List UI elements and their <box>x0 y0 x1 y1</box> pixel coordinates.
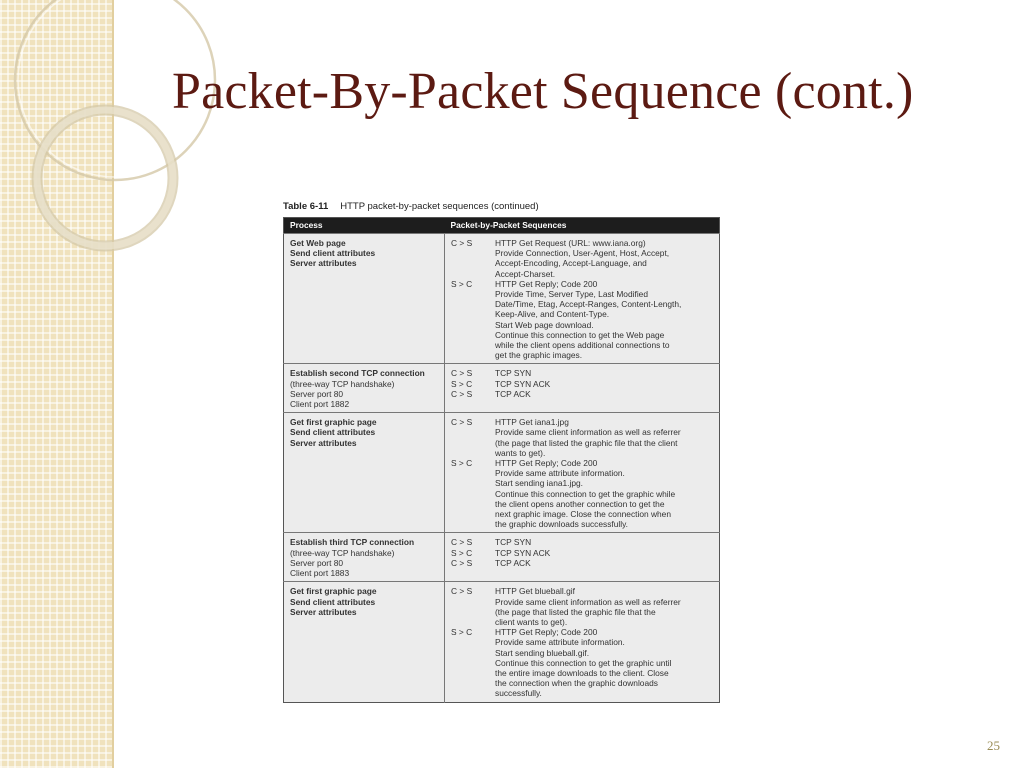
process-line: Get first graphic page <box>290 586 377 597</box>
process-line: Server attributes <box>290 437 357 448</box>
direction-label: S > C <box>451 627 473 638</box>
sequence-cell <box>445 413 720 533</box>
step-description <box>495 279 713 361</box>
process-line: Server port 80 <box>290 388 344 399</box>
table-row <box>284 582 720 702</box>
sequence-table-figure <box>283 201 720 703</box>
step-text-line: Provide same attribute information. <box>495 468 625 479</box>
sequence-step <box>451 586 713 627</box>
step-text-line: the entire image downloads to the client. Close <box>495 667 669 678</box>
slide-number: 25 <box>987 738 1000 753</box>
step-text-line: Keep-Alive, and Content-Type. <box>495 309 610 320</box>
process-line: Establish second TCP connection <box>290 368 425 379</box>
step-text-line: HTTP Get Reply; Code 200 <box>495 627 598 638</box>
column-header-process: Process <box>284 218 445 234</box>
step-description <box>495 417 713 458</box>
step-text-line: the connection when the graphic downloads <box>495 678 658 689</box>
direction-label: C > S <box>451 368 473 379</box>
table-row <box>284 533 720 582</box>
process-line: Server attributes <box>290 258 357 269</box>
step-text-line: Provide same client information as well as referrer <box>495 596 681 607</box>
sequence-step <box>451 379 713 389</box>
step-text-line: HTTP Get Request (URL: www.iana.org) <box>495 238 646 248</box>
step-description <box>495 627 713 698</box>
process-line: (three-way TCP handshake) <box>290 378 395 389</box>
step-description <box>495 537 713 547</box>
direction-label: C > S <box>451 586 473 597</box>
step-text-line: the client opens another connection to get the <box>495 498 665 509</box>
process-line: Send client attributes <box>290 596 376 607</box>
step-text-line: (the page that listed the graphic file that the <box>495 606 656 617</box>
process-line: Establish third TCP connection <box>290 537 415 548</box>
step-text-line: Start sending iana1.jpg. <box>495 478 583 489</box>
step-text-line: (the page that listed the graphic file that the client <box>495 437 678 448</box>
step-text-line: the graphic downloads successfully. <box>495 519 628 530</box>
step-description <box>495 389 713 399</box>
step-text-line: Continue this connection to get the Web page <box>495 329 665 340</box>
direction-label: C > S <box>451 388 473 399</box>
slide-title: Packet-By-Packet Sequence (cont.) <box>172 63 914 120</box>
direction-label: C > S <box>451 417 473 428</box>
sequence-cell <box>445 364 720 413</box>
step-text-line: HTTP Get blueball.gif <box>495 586 575 597</box>
table-caption-text: HTTP packet-by-packet sequences (continued) <box>340 201 539 212</box>
direction-label: S > C <box>451 458 473 469</box>
direction-label: C > S <box>451 238 473 248</box>
process-line: (three-way TCP handshake) <box>290 547 395 558</box>
step-text-line: Provide Connection, User-Agent, Host, Accept, <box>495 248 670 259</box>
step-description <box>495 586 713 627</box>
sequence-step <box>451 458 713 529</box>
process-line: Server port 80 <box>290 557 344 568</box>
sequence-step <box>451 627 713 698</box>
direction-label: C > S <box>451 537 473 548</box>
step-text-line: client wants to get). <box>495 616 568 627</box>
sequence-cell <box>445 533 720 582</box>
step-description <box>495 238 713 279</box>
process-cell <box>284 582 445 702</box>
step-text-line: HTTP Get iana1.jpg <box>495 417 569 428</box>
sequence-step <box>451 417 713 458</box>
step-description <box>495 548 713 558</box>
table-row <box>284 364 720 413</box>
process-cell <box>284 364 445 413</box>
step-text-line: Provide same attribute information. <box>495 637 625 648</box>
process-line: Client port 1882 <box>290 399 350 410</box>
step-text-line: next graphic image. Close the connection when <box>495 509 671 520</box>
step-description <box>495 379 713 389</box>
table-caption-number: Table 6-11 <box>283 201 329 212</box>
direction-label: S > C <box>451 378 473 389</box>
process-line: Send client attributes <box>290 248 376 259</box>
step-text-line: TCP SYN ACK <box>495 547 551 558</box>
table-header-row <box>284 218 720 234</box>
process-line: Client port 1883 <box>290 568 350 579</box>
step-text-line: Provide same client information as well as referrer <box>495 427 681 438</box>
sequence-step <box>451 558 713 568</box>
table-caption <box>283 201 720 213</box>
sequence-step <box>451 389 713 399</box>
step-text-line: Continue this connection to get the graphic while <box>495 488 676 499</box>
step-text-line: Continue this connection to get the graphic until <box>495 657 672 668</box>
table-row <box>284 234 720 364</box>
process-line: Send client attributes <box>290 427 376 438</box>
direction-label: C > S <box>451 557 473 568</box>
step-text-line: TCP SYN <box>495 368 532 379</box>
sequence-step <box>451 238 713 279</box>
step-text-line: Accept-Charset. <box>495 268 556 279</box>
table-row <box>284 413 720 533</box>
step-text-line: TCP SYN ACK <box>495 378 551 389</box>
step-text-line: Accept-Encoding, Accept-Language, and <box>495 258 647 269</box>
step-text-line: while the client opens additional connections to <box>495 340 670 351</box>
process-cell <box>284 234 445 364</box>
step-text-line: Date/Time, Etag, Accept-Ranges, Content-Length, <box>495 299 682 310</box>
step-text-line: get the graphic images. <box>495 350 583 361</box>
sequence-step <box>451 537 713 547</box>
sequence-cell <box>445 234 720 364</box>
direction-label: S > C <box>451 547 473 558</box>
column-header-sequences: Packet-by-Packet Sequences <box>445 218 720 234</box>
step-text-line: TCP ACK <box>495 388 531 399</box>
sequence-step <box>451 279 713 361</box>
process-cell <box>284 533 445 582</box>
step-description <box>495 458 713 529</box>
table-body <box>284 234 720 703</box>
direction-label: S > C <box>451 278 473 289</box>
sequence-table <box>283 217 720 703</box>
process-line: Server attributes <box>290 606 357 617</box>
sequence-step <box>451 368 713 378</box>
step-text-line: Start sending blueball.gif. <box>495 647 590 658</box>
process-line: Get Web page <box>290 238 346 248</box>
sequence-step <box>451 548 713 558</box>
sequence-cell <box>445 582 720 702</box>
step-description <box>495 558 713 568</box>
step-text-line: Provide Time, Server Type, Last Modified <box>495 289 648 300</box>
process-line: Get first graphic page <box>290 417 377 428</box>
step-text-line: HTTP Get Reply; Code 200 <box>495 278 598 289</box>
step-description <box>495 368 713 378</box>
process-cell <box>284 413 445 533</box>
step-text-line: TCP ACK <box>495 557 531 568</box>
decorative-sidebar <box>0 0 114 768</box>
step-text-line: Start Web page download. <box>495 319 594 330</box>
step-text-line: successfully. <box>495 688 542 699</box>
step-text-line: TCP SYN <box>495 537 532 548</box>
step-text-line: HTTP Get Reply; Code 200 <box>495 458 598 469</box>
step-text-line: wants to get). <box>495 447 546 458</box>
